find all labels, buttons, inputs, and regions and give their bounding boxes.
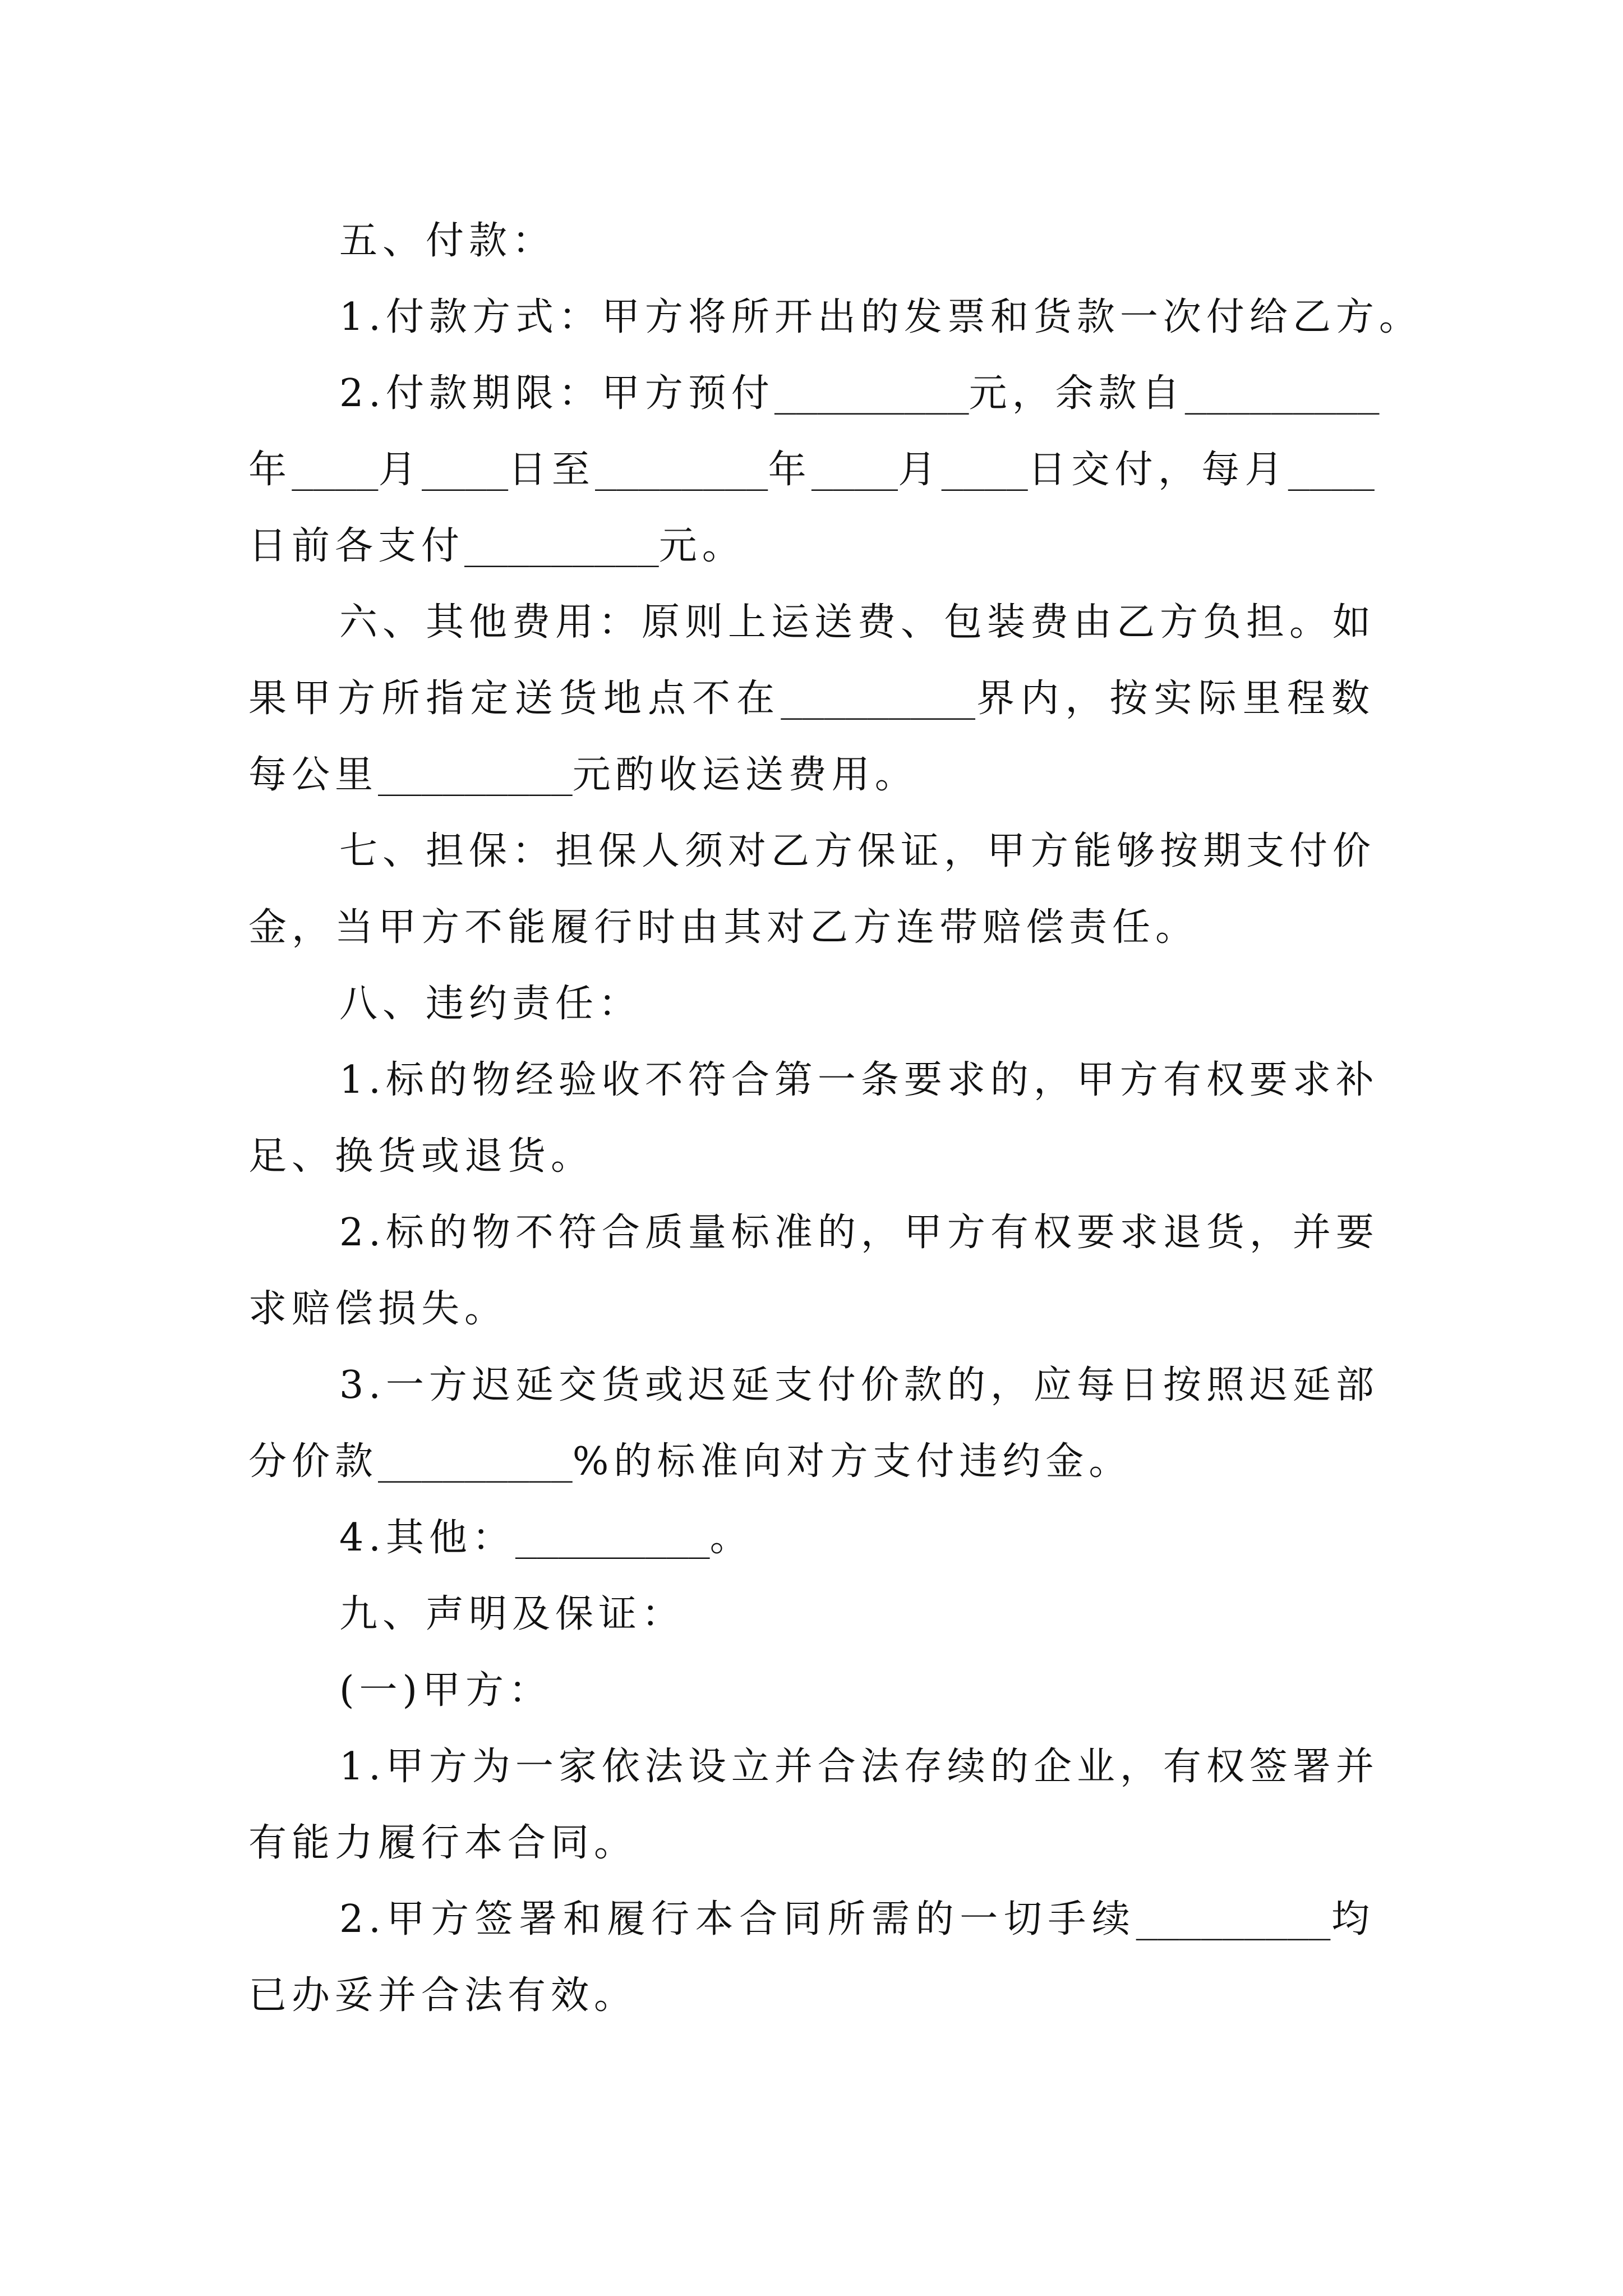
text-run: 界内，按实际里程数 bbox=[975, 677, 1375, 721]
blank-field: ________ bbox=[595, 450, 768, 491]
text-line bbox=[248, 1119, 1375, 1195]
payment-method-clause bbox=[248, 279, 1422, 356]
text-line bbox=[248, 1271, 1375, 1347]
text-run: 五、付款： bbox=[339, 219, 556, 263]
text-run: 七、担保：担保人须对乙方保证，甲方能够按期支付价 bbox=[339, 829, 1376, 873]
text-run: 金，当甲方不能履行时由其对乙方连带赔偿责任。 bbox=[248, 905, 1199, 950]
text-line bbox=[248, 279, 1422, 356]
blank-field: _________ bbox=[378, 1442, 573, 1483]
blank-field: _________ bbox=[378, 755, 573, 797]
text-run: 2.付款期限：甲方预付 bbox=[339, 371, 774, 416]
other-fees-clause bbox=[248, 585, 1375, 813]
text-line bbox=[248, 1347, 1379, 1424]
guarantee-clause bbox=[248, 813, 1375, 966]
blank-field: ____ bbox=[811, 450, 898, 491]
text-line bbox=[248, 661, 1375, 737]
text-run: 均 bbox=[1330, 1897, 1375, 1941]
text-line bbox=[248, 890, 1375, 966]
blank-field: ____ bbox=[422, 450, 509, 491]
text-run: 八、违约责任： bbox=[339, 982, 642, 1026]
text-run: 日前各支付 bbox=[248, 524, 465, 568]
text-run: %的标准向对方支付违约金。 bbox=[572, 1439, 1132, 1484]
text-run: 九、声明及保证： bbox=[339, 1592, 685, 1636]
text-run: 求赔偿损失。 bbox=[248, 1287, 508, 1331]
text-line bbox=[248, 203, 1375, 279]
text-run: 元。 bbox=[658, 524, 745, 568]
breach-clause-2 bbox=[248, 1195, 1379, 1347]
text-run: 元酌收运送费用。 bbox=[572, 753, 918, 797]
text-line bbox=[248, 966, 1375, 1042]
payment-term-clause bbox=[248, 356, 1380, 585]
text-line bbox=[248, 1576, 1375, 1653]
breach-clause-3 bbox=[248, 1347, 1379, 1500]
text-line bbox=[248, 1424, 1375, 1500]
text-run: 年 bbox=[768, 448, 811, 492]
blank-field: _________ bbox=[774, 374, 969, 415]
text-line bbox=[248, 356, 1380, 432]
blank-field: _________ bbox=[1184, 374, 1380, 415]
text-line bbox=[248, 432, 1375, 508]
party-a-subheading bbox=[248, 1653, 1375, 1729]
text-run: 分价款 bbox=[248, 1439, 379, 1484]
blank-field: _________ bbox=[464, 526, 659, 568]
text-run: 足、换货或退货。 bbox=[248, 1134, 594, 1179]
text-line bbox=[248, 1653, 1375, 1729]
text-line bbox=[248, 1958, 1375, 2034]
blank-field: _________ bbox=[781, 679, 976, 720]
text-run: 2.甲方签署和履行本合同所需的一切手续 bbox=[339, 1897, 1136, 1941]
blank-field: ____ bbox=[941, 450, 1028, 491]
blank-field: ____ bbox=[292, 450, 379, 491]
text-run: 有能力履行本合同。 bbox=[248, 1821, 638, 1865]
text-run: 元，余款自 bbox=[969, 371, 1185, 416]
text-line bbox=[248, 737, 1375, 813]
text-run: 月 bbox=[378, 448, 422, 492]
text-line bbox=[248, 1805, 1375, 1881]
blank-field: _________ bbox=[515, 1518, 710, 1559]
text-run: 。 bbox=[709, 1516, 753, 1560]
text-run: (一)甲方： bbox=[339, 1668, 552, 1713]
text-run: 年 bbox=[248, 448, 292, 492]
text-run: 已办妥并合法有效。 bbox=[248, 1973, 638, 2018]
text-line bbox=[248, 1042, 1379, 1119]
text-run: 1.甲方为一家依法设立并合法存续的企业，有权签署并 bbox=[339, 1745, 1379, 1789]
text-run: 日交付，每月 bbox=[1027, 448, 1288, 492]
text-run: 4.其他： bbox=[339, 1516, 515, 1560]
text-line bbox=[248, 1729, 1379, 1805]
text-line bbox=[248, 1500, 1375, 1576]
text-line bbox=[248, 585, 1375, 661]
text-run: 3.一方迟延交货或迟延支付价款的，应每日按照迟延部 bbox=[339, 1363, 1379, 1407]
breach-clause-1 bbox=[248, 1042, 1379, 1195]
section-9-heading bbox=[248, 1576, 1375, 1653]
text-line bbox=[248, 508, 1375, 585]
text-run: 每公里 bbox=[248, 753, 379, 797]
text-run: 月 bbox=[898, 448, 942, 492]
section-8-heading bbox=[248, 966, 1375, 1042]
text-run: 日至 bbox=[508, 448, 596, 492]
section-5-heading bbox=[248, 203, 1375, 279]
text-line bbox=[248, 1881, 1375, 1958]
text-run: 果甲方所指定送货地点不在 bbox=[248, 677, 781, 721]
document-body bbox=[248, 203, 1422, 2034]
party-a-statement-2 bbox=[248, 1881, 1375, 2034]
text-run: 2.标的物不符合质量标准的，甲方有权要求退货，并要 bbox=[339, 1211, 1379, 1255]
blank-field: ____ bbox=[1288, 450, 1375, 491]
party-a-statement-1 bbox=[248, 1729, 1379, 1881]
text-line bbox=[248, 1195, 1379, 1271]
text-line bbox=[248, 813, 1375, 890]
blank-field: _________ bbox=[1136, 1899, 1331, 1941]
text-run: 1.付款方式：甲方将所开出的发票和货款一次付给乙方。 bbox=[339, 295, 1422, 339]
text-run: 六、其他费用：原则上运送费、包装费由乙方负担。如 bbox=[339, 600, 1376, 645]
breach-clause-4 bbox=[248, 1500, 1375, 1576]
text-run: 1.标的物经验收不符合第一条要求的，甲方有权要求补 bbox=[339, 1058, 1379, 1102]
